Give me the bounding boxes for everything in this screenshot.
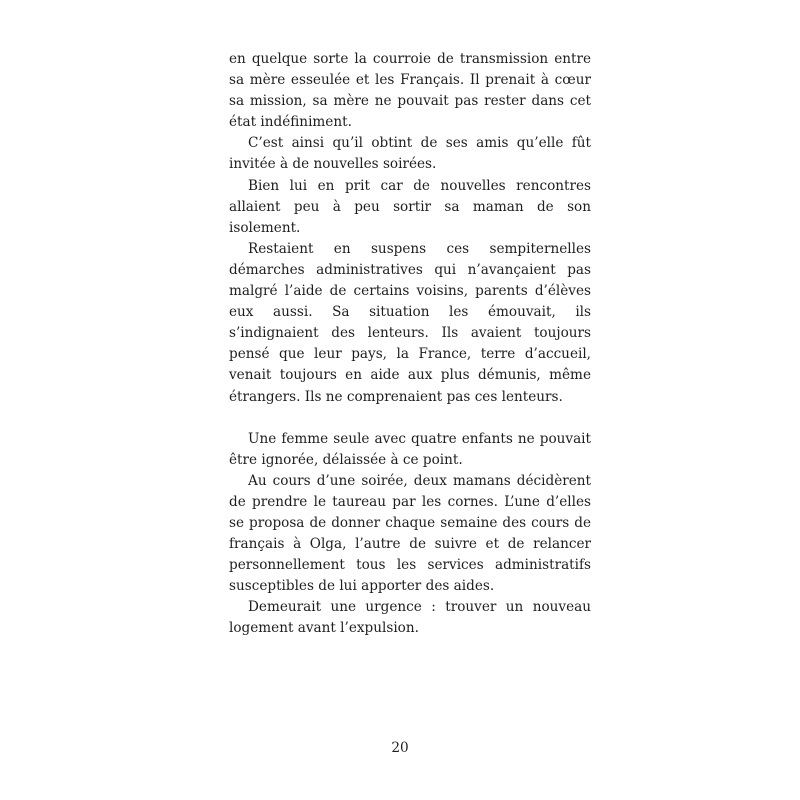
page-number: 20 — [391, 740, 409, 756]
paragraph: en quelque sorte la courroie de transmission entre sa mère esseulée et les Français. Il prenait à cœur sa mission, sa mère ne pouvait pas rester dans cet état indéfiniment. — [229, 51, 591, 131]
body-text — [229, 49, 591, 640]
section-break — [229, 408, 591, 429]
paragraph: Demeurait une urgence : trouver un nouveau logement avant l’expulsion. — [229, 599, 591, 637]
paragraph: Au cours d’une soirée, deux mamans décidèrent de prendre le taureau par les cornes. L’une d’elles se proposa de donner chaque semaine des cours de français à Olga, l’autre de suivre et de relancer personnellement tous les services administratifs susceptibles de lui apporter des aides. — [229, 472, 591, 595]
paragraph: Une femme seule avec quatre enfants ne pouvait être ignorée, délaissée à ce point. — [229, 430, 591, 468]
paragraph: Bien lui en prit car de nouvelles rencontres allaient peu à peu sortir sa maman de son isolement. — [229, 177, 591, 236]
paragraph: C’est ainsi qu’il obtint de ses amis qu’elle fût invitée à de nouvelles soirées. — [229, 135, 591, 173]
paragraph: Restaient en suspens ces sempiternelles démarches administratives qui n’avançaient pas malgré l’aide de certains voisins, parents d’élèves eux aussi. Sa situation les émouvait, ils s’indignaient des lenteurs. Ils avaient toujours pensé que leur pays, la France, terre d’accueil, venait toujours en aide aux plus démunis, même étrangers. Ils ne comprenaient pas ces lenteurs. — [229, 240, 591, 405]
